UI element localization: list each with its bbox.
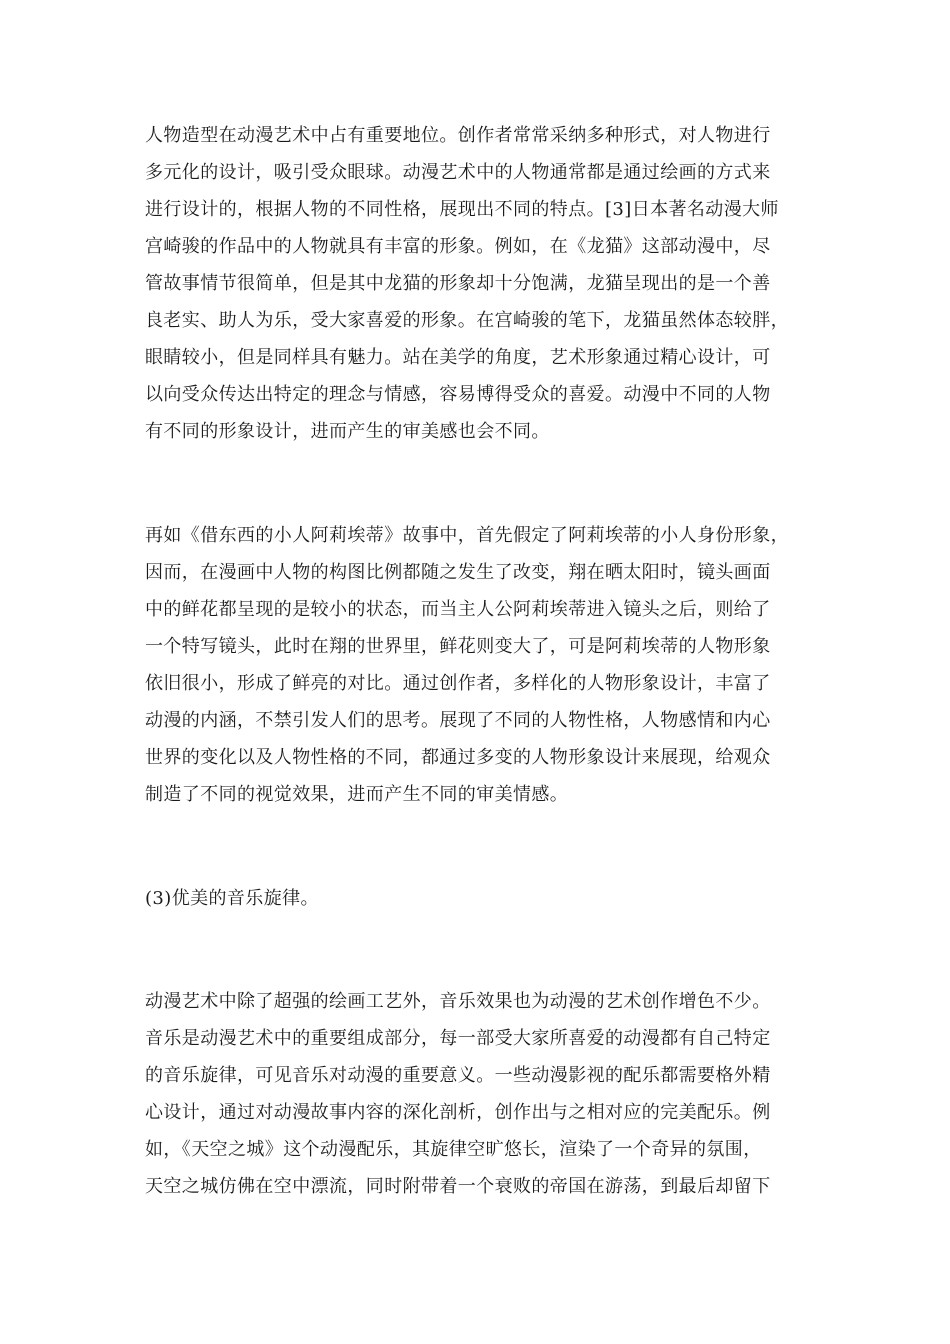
text-line: 动漫艺术中除了超强的绘画工艺外，音乐效果也为动漫的艺术创作增色不少。 <box>145 991 771 1012</box>
text-line: 一个特写镜头，此时在翔的世界里，鲜花则变大了，可是阿莉埃蒂的人物形象 <box>145 636 771 657</box>
text-line: 宫崎骏的作品中的人物就具有丰富的形象。例如，在《龙猫》这部动漫中，尽 <box>145 236 771 257</box>
text-line: 人物造型在动漫艺术中占有重要地位。创作者常常采纳多种形式，对人物进行 <box>145 125 771 146</box>
text-line: 管故事情节很简单，但是其中龙猫的形象却十分饱满，龙猫呈现出的是一个善 <box>145 273 771 294</box>
text-line: 多元化的设计，吸引受众眼球。动漫艺术中的人物通常都是通过绘画的方式来 <box>145 162 771 183</box>
text-line: 进行设计的，根据人物的不同性格，展现出不同的特点。[3]日本著名动漫大师 <box>145 199 779 220</box>
text-line: 音乐是动漫艺术中的重要组成部分，每一部受大家所喜爱的动漫都有自己特定 <box>145 1028 771 1049</box>
text-line: 动漫的内涵，不禁引发人们的思考。展现了不同的人物性格，人物感情和内心 <box>145 710 771 731</box>
text-line: 制造了不同的视觉效果，进而产生不同的审美情感。 <box>145 784 569 805</box>
text-line: 有不同的形象设计，进而产生的审美感也会不同。 <box>145 421 550 442</box>
text-line: 中的鲜花都呈现的是较小的状态，而当主人公阿莉埃蒂进入镜头之后，则给了 <box>145 599 771 620</box>
text-line: 如，《天空之城》这个动漫配乐，其旋律空旷悠长，渲染了一个奇异的氛围， <box>145 1139 762 1160</box>
text-line: 以向受众传达出特定的理念与情感，容易博得受众的喜爱。动漫中不同的人物 <box>145 384 771 405</box>
text-line: 世界的变化以及人物性格的不同，都通过多变的人物形象设计来展现，给观众 <box>145 747 771 768</box>
text-line: 良老实、助人为乐，受大家喜爱的形象。在宫崎骏的笔下，龙猫虽然体态较胖， <box>145 310 789 331</box>
text-line: 依旧很小，形成了鲜亮的对比。通过创作者，多样化的人物形象设计，丰富了 <box>145 673 771 694</box>
text-line: 天空之城仿佛在空中漂流，同时附带着一个衰败的帝国在游荡，到最后却留下 <box>145 1176 771 1197</box>
text-line: 眼睛较小，但是同样具有魅力。站在美学的角度，艺术形象通过精心设计，可 <box>145 347 771 368</box>
text-line: 因而，在漫画中人物的构图比例都随之发生了改变，翔在晒太阳时，镜头画面 <box>145 562 771 583</box>
text-line: 的音乐旋律，可见音乐对动漫的重要意义。一些动漫影视的配乐都需要格外精 <box>145 1065 771 1086</box>
text-line: 再如《借东西的小人阿莉埃蒂》故事中，首先假定了阿莉埃蒂的小人身份形象， <box>145 525 789 546</box>
heading-text: (3)优美的音乐旋律。 <box>145 888 319 909</box>
text-line: 心设计，通过对动漫故事内容的深化剖析，创作出与之相对应的完美配乐。例 <box>145 1102 771 1123</box>
